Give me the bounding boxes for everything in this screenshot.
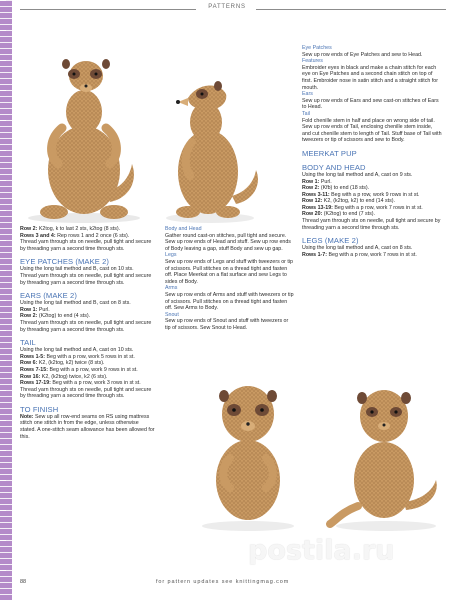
- to-finish-heading: TO FINISH: [20, 404, 59, 414]
- tail-line: Row 16: K2, (k2tog) twice, k2 (6 sts).: [20, 373, 108, 380]
- pup-bh-line: Rows 3-11: Beg with a p row, work 9 rows in st st.: [302, 191, 420, 198]
- column-middle: [165, 226, 295, 332]
- pup-body-head-heading: BODY AND HEAD: [302, 162, 366, 172]
- legs-text: Sew up row ends of Legs and stuff with tweezers or tip of scissors. Pull stitches on a thread tight and fasten off. Place Meerkat on a flat surface and sew Legs to sides of Body.: [165, 258, 293, 285]
- ears-subheading: Ears: [302, 91, 313, 98]
- snout-subheading: Snout: [165, 311, 179, 318]
- measuring-ruler: [0, 0, 12, 600]
- pup-bh-line: Rows 13-19: Beg with a p row, work 7 rows in st st.: [302, 204, 423, 211]
- pup-bh-line: Row 1: Purl.: [302, 178, 332, 185]
- body-head-subheading: Body and Head: [165, 226, 202, 232]
- pup-bh-line: Thread yarn through sts on needle, pull tight and secure by threading yarn a second time through sts.: [302, 218, 441, 231]
- tail-text: Fold chenille stem in half and place on wrong side of tail. Sew up row ends of Tail, enclosing chenille stem inside, and cut chenille stem to length of Tail. Stuff base of Tail with tweezers or tip of scissors and sew to Body.: [302, 117, 442, 144]
- arms-text: Sew up row ends of Arms and stuff with tweezers or tip of scissors. Pull stitches on a thread tight and fasten off. Sew Arms to Body.: [165, 291, 294, 312]
- finish-note: Note: Sew up all row-end seams on RS using mattress stitch one stitch in from the edge, unless otherwise stated. A one-stitch seam allowance has been allowed for this.: [20, 413, 155, 440]
- legs-subheading: Legs: [165, 252, 177, 259]
- tail-line: Rows 17-19: Beg with a p row, work 3 rows in st st.: [20, 380, 141, 387]
- footer-url-text: for pattern updates see knittingmag.com: [156, 579, 290, 585]
- pup-bh-line: Row 20: (K2tog) to end (7 sts).: [302, 211, 376, 218]
- tail-subheading: Tail: [302, 110, 310, 117]
- ears-text: Sew up row ends of Ears and sew cast-on stitches of Ears to Head.: [302, 97, 439, 111]
- features-text: Embroider eyes in black and make a chain stitch for each eye on Eye Patches and a second chain stitch on top of first. Embroider nose in satin stitch and a straight stitch for mouth.: [302, 64, 439, 91]
- body-head-text: Gather round cast-on stitches, pull tight and secure. Sew up row ends of Head and stuff. Sew up row ends of Body leaving a gap, stuff Body and sew up gap.: [165, 232, 291, 252]
- tail-line: Rows 1-5: Beg with a p row, work 5 rows in st st.: [20, 353, 135, 360]
- meerkat-pup-photo-1: [190, 376, 308, 532]
- eye-line-1: Using the long tail method and B, cast on 10 sts.: [20, 266, 134, 273]
- thread-line: Thread yarn through sts on needle, pull tight and secure by threading yarn a second time through sts.: [20, 239, 152, 252]
- eye-line-2: Thread yarn through sts on needle, pull tight and secure by threading yarn a second time through sts.: [20, 272, 152, 286]
- meerkat-photo-2: [158, 72, 268, 224]
- ears-line: Row 2: (K2tog) to end (4 sts).: [20, 313, 91, 320]
- rows3-4-line: Rows 3 and 4: Rep rows 1 and 2 once (6 sts).: [20, 232, 130, 239]
- tail-line: Rows 7-15: Beg with a p row, work 9 rows in st st.: [20, 366, 138, 373]
- tail-line: Thread yarn through sts on needle, pull tight and secure by threading yarn a second time through sts.: [20, 386, 152, 400]
- header-rule-left: [20, 9, 196, 10]
- meerkat-pup-heading: MEERKAT PUP: [302, 148, 357, 158]
- meerkat-photo-1: [14, 52, 144, 224]
- page-number: 88: [20, 579, 27, 585]
- watermark-text: postila.ru: [248, 535, 395, 566]
- pup-bh-line: Row 12: K2, (k2tog, k2) to end (14 sts).: [302, 198, 396, 205]
- arms-subheading: Arms: [165, 285, 178, 292]
- snout-text: Sew up row ends of Snout and stuff with tweezers or tip of scissors. Sew Snout to Head.: [165, 318, 289, 331]
- column-left: [20, 226, 156, 440]
- pup-legs-line: Using the long tail method and A, cast on 8 sts.: [302, 245, 413, 252]
- row2-line: Row 2: K2tog, k to last 2 sts, k2tog (8 sts).: [20, 226, 121, 232]
- pup-bh-line: Using the long tail method and A, cast on 9 sts.: [302, 171, 413, 178]
- ears-line: Row 1: Purl.: [20, 306, 50, 313]
- ears-heading: EARS (MAKE 2): [20, 291, 77, 301]
- features-subheading: Features: [302, 58, 323, 65]
- meerkat-pup-photo-2: [322, 380, 446, 532]
- eye-patches-heading: EYE PATCHES (MAKE 2): [20, 257, 110, 267]
- section-label: PATTERNS: [208, 4, 246, 10]
- eye-patches-subheading: Eye Patches: [302, 45, 332, 51]
- eye-patches-text: Sew up row ends of Eye Patches and sew to Head.: [302, 51, 423, 58]
- ears-line: Thread yarn through sts on needle, pull tight and secure by threading yarn a second time through sts.: [20, 319, 152, 333]
- pup-legs-heading: LEGS (MAKE 2): [302, 236, 359, 246]
- pup-legs-line: Rows 1-7: Beg with a p row, work 7 rows in st st.: [302, 251, 417, 258]
- header-rule-right: [256, 9, 446, 10]
- column-right: [302, 45, 442, 258]
- ears-line: Using the long tail method and B, cast on 8 sts.: [20, 300, 131, 307]
- tail-line: Using the long tail method and A, cast on 10 sts.: [20, 347, 134, 354]
- tail-line: Row 6: K2, (k2tog, k2) twice (8 sts).: [20, 360, 105, 367]
- tail-heading: TAIL: [20, 338, 36, 348]
- pup-bh-line: Row 2: (Kfb) to end (18 sts).: [302, 185, 370, 192]
